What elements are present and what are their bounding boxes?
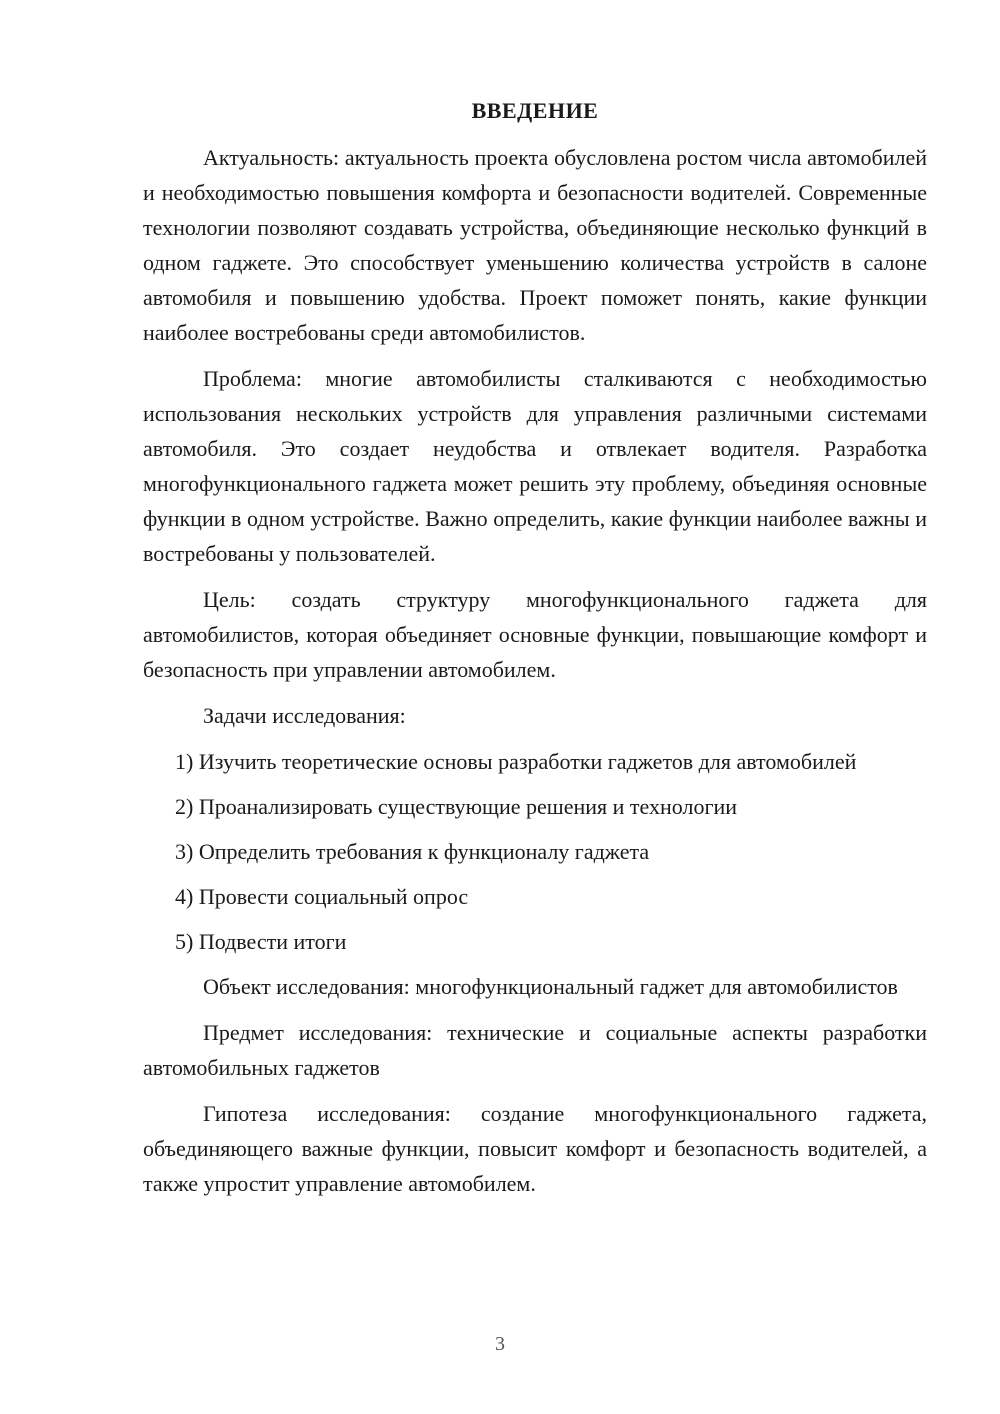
task-item-4: 4) Провести социальный опрос	[175, 884, 469, 909]
task-item-2: 2) Проанализировать существующие решения и технологии	[175, 794, 738, 819]
subject-paragraph: Предмет исследования: технические и социальные аспекты разработки автомобильных гаджетов	[143, 1020, 927, 1080]
page-number: 3	[495, 1333, 505, 1355]
problem-paragraph: Проблема: многие автомобилисты сталкиваются с необходимостью использования нескольких устройств для управления различными системами автомобиля. Это создает неудобства и отвлекает водителя. Разработка многофункционального гаджета может решить эту проблему, объединяя основные функции в одном устройстве. Важно определить, какие функции наиболее важны и востребованы у пользователей.	[143, 366, 927, 566]
task-item-3: 3) Определить требования к функционалу гаджета	[175, 839, 650, 864]
relevance-paragraph: Актуальность: актуальность проекта обусловлена ростом числа автомобилей и необходимостью повышения комфорта и безопасности водителей. Современные технологии позволяют создавать устройства, объединяющие несколько функций в одном гаджете. Это способствует уменьшению количества устройств в салоне автомобиля и повышению удобства. Проект поможет понять, какие функции наиболее востребованы среди автомобилистов.	[143, 145, 927, 345]
tasks-heading: Задачи исследования:	[203, 703, 406, 728]
object-paragraph: Объект исследования: многофункциональный гаджет для автомобилистов	[203, 974, 898, 999]
hypothesis-paragraph: Гипотеза исследования: создание многофункционального гаджета, объединяющего важные функции, повысит комфорт и безопасность водителей, а также упростит управление автомобилем.	[143, 1101, 927, 1196]
goal-paragraph: Цель: создать структуру многофункционального гаджета для автомобилистов, которая объединяет основные функции, повышающие комфорт и безопасность при управлении автомобилем.	[143, 587, 927, 682]
task-item-5: 5) Подвести итоги	[175, 929, 347, 954]
page-title: ВВЕДЕНИЕ	[471, 98, 599, 123]
document-body	[143, 96, 927, 1212]
task-item-1: 1) Изучить теоретические основы разработки гаджетов для автомобилей	[175, 749, 857, 774]
